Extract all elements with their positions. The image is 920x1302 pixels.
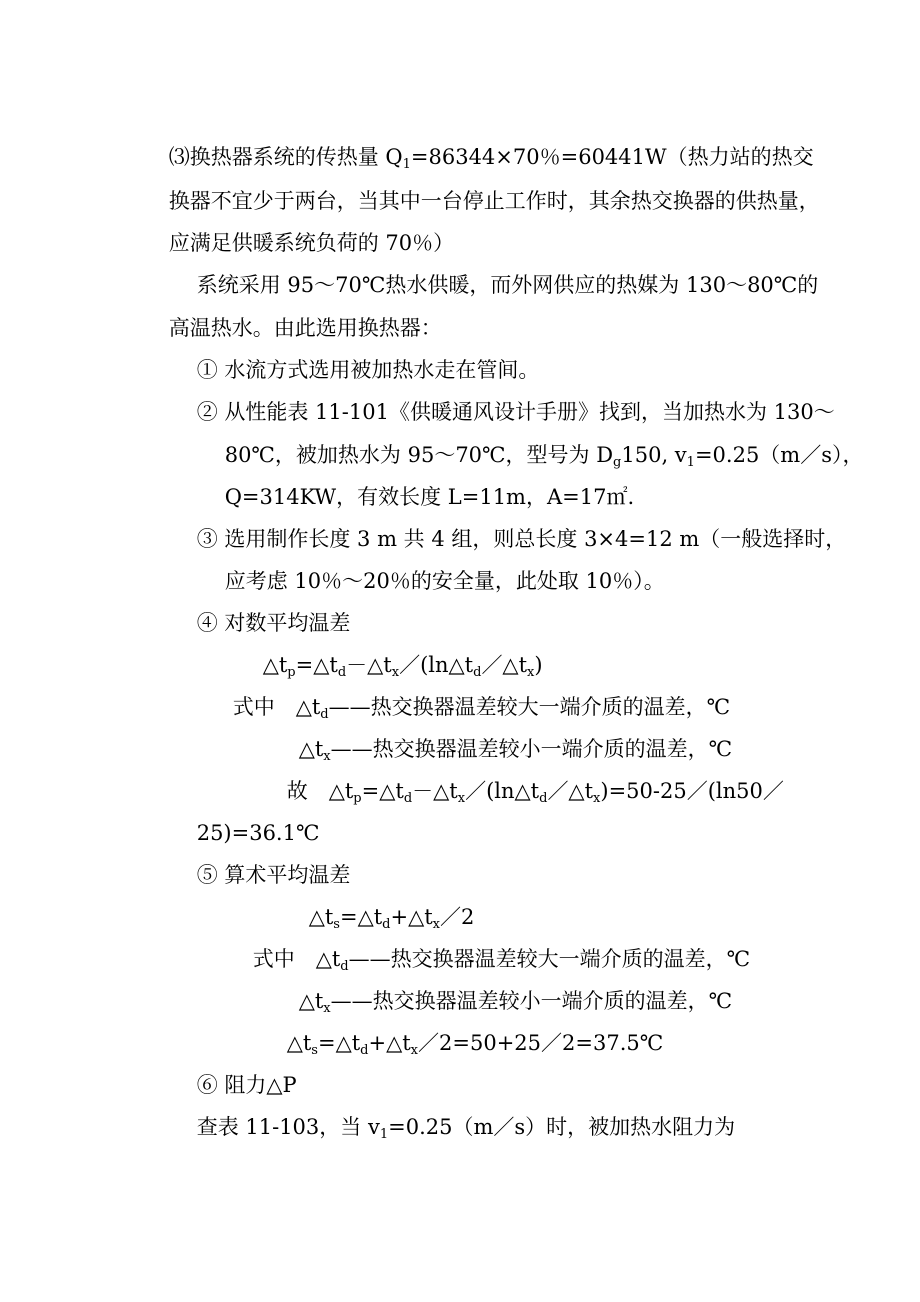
list-item: ① 水流方式选用被加热水走在管间。 <box>196 358 540 382</box>
list-item: ⑥ 阻力△P <box>196 1073 297 1097</box>
formula: 故 $\triangle t_p=\triangle t_d-\triangle t_x/(\ln\triangle t_d/\triangle t_x)=50-25/(\ln 50/$ <box>286 779 784 806</box>
list-item: ④ 对数平均温差 <box>196 611 351 635</box>
text-line: ⑶换热器系统的传热量 $Q_1=86344\times 70$％=60441W（热力站的热交 <box>168 145 814 172</box>
list-item: ② 从性能表 11-101《供暖通风设计手册》找到，当加热水为 130～ <box>196 400 835 424</box>
text-line: 系统采用 95～70℃热水供暖，而外网供应的热媒为 130～80℃的 <box>196 273 819 297</box>
formula: $\triangle t_s=\triangle t_d+\triangle t_x/2$ <box>308 905 475 932</box>
text-line: Q=314KW，有效长度 L=11m，A=17㎡. <box>224 485 635 509</box>
text-line: 80℃，被加热水为 95～70℃，型号为 $D_g150$, $v_1=0.25(m/s)$， <box>224 443 864 470</box>
text-line: 换器不宜少于两台，当其中一台停止工作时，其余热交换器的供热量， <box>168 189 820 213</box>
formula-definition: $\triangle t_x——$热交换器温差较小一端介质的温差，℃ <box>298 737 733 764</box>
text-line: 高温热水。由此选用换热器： <box>168 316 442 340</box>
list-item: ③ 选用制作长度 3 m 共 4 组，则总长度 3×4=12 m（一般选择时， <box>196 527 847 551</box>
text-line: 应满足供暖系统负荷的 70％） <box>168 231 455 255</box>
list-item: ⑤ 算术平均温差 <box>196 863 351 887</box>
formula-result: 25)=36.1℃ <box>196 821 320 845</box>
text-line: 应考虑 10％～20％的安全量，此处取 10％）。 <box>224 569 665 593</box>
text-line: 查表 11-103，当 $v_1=0.25(m/s)$时，被加热水阻力为 <box>196 1115 736 1142</box>
formula-definition: $\triangle t_x——$热交换器温差较小一端介质的温差，℃ <box>298 989 733 1016</box>
formula-definition: 式中 $\triangle t_d——$热交换器温差较大一端介质的温差，℃ <box>252 947 751 974</box>
formula: $\triangle t_s=\triangle t_d+\triangle t_x/2=50+25/2=37.5℃$ <box>286 1031 664 1058</box>
formula-definition: 式中 $\triangle t_d——$热交换器温差较大一端介质的温差，℃ <box>232 695 731 722</box>
formula: $\triangle t_p=\triangle t_d-\triangle t_x/(\ln\triangle t_d/\triangle t_x)$ <box>262 653 543 680</box>
